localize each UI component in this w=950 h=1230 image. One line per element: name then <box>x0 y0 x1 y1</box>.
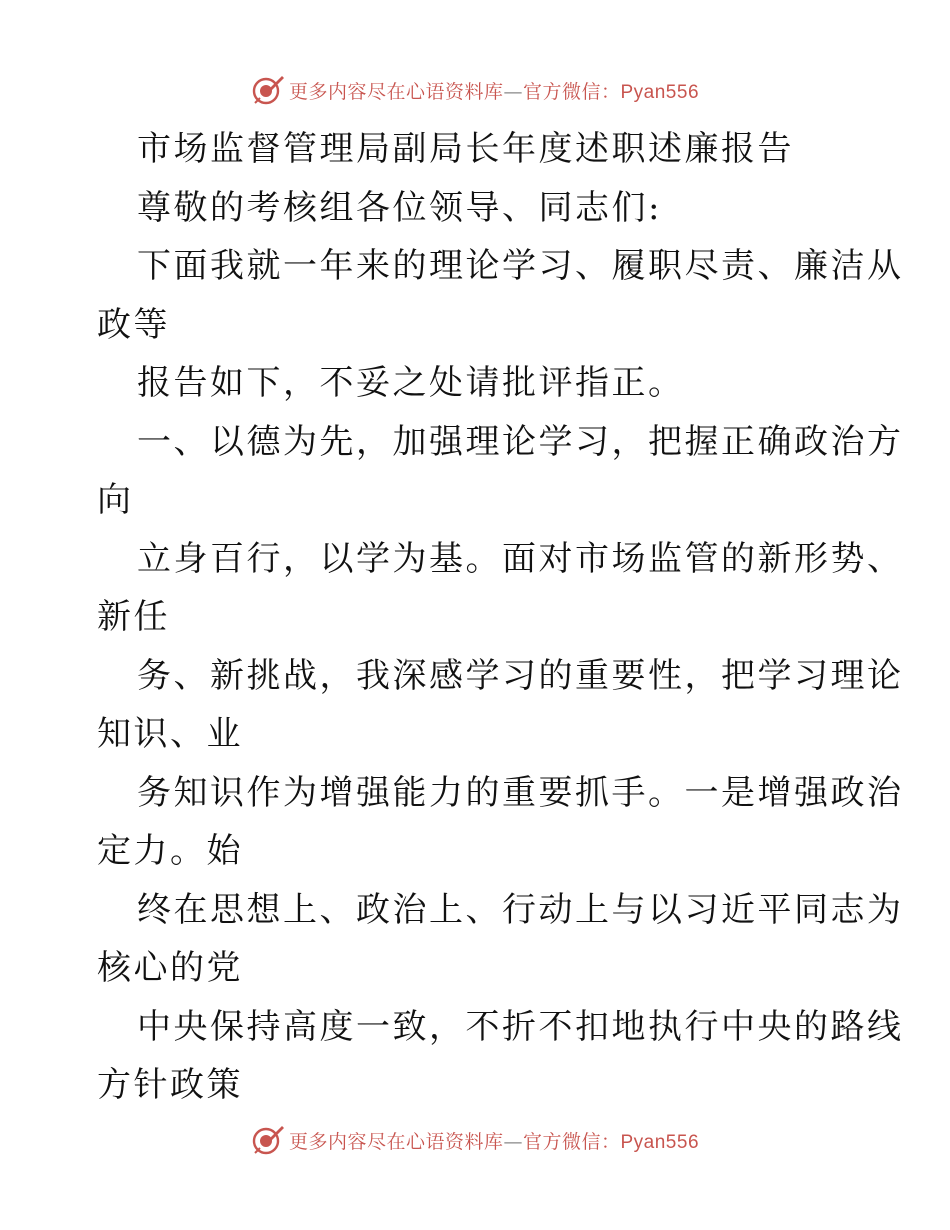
paragraph-line: 立身百行，以学为基。面对市场监管的新形势、 <box>137 538 904 579</box>
watermark-text: 更多内容尽在心语资料库—官方微信：Pyan556 <box>288 80 700 103</box>
paragraph-line: 报告如下，不妥之处请批评指正。 <box>137 363 685 403</box>
paragraph-line: 定力。始 <box>97 831 243 871</box>
paragraph-line: 核心的党 <box>97 948 243 988</box>
paragraph-line: 知识、业 <box>97 714 243 754</box>
section-heading: 向 <box>97 480 134 520</box>
watermark-banner-top <box>0 70 950 110</box>
paragraph-line: 下面我就一年来的理论学习、履职尽责、廉洁从 <box>137 246 904 286</box>
pen-logo-icon <box>251 73 285 107</box>
document-title: 市场监督管理局副局长年度述职述廉报告 <box>137 129 794 169</box>
paragraph-line: 新任 <box>97 597 170 637</box>
pen-logo-icon <box>251 1123 285 1157</box>
paragraph-line: 务知识作为增强能力的重要抓手。一是增强政治 <box>137 772 904 813</box>
paragraph-line: 中央保持高度一致，不折不扣地执行中央的路线 <box>137 1006 904 1047</box>
salutation: 尊敬的考核组各位领导、同志们: <box>137 187 662 228</box>
paragraph-line: 方针政策 <box>97 1065 243 1105</box>
document-body <box>97 120 904 1115</box>
paragraph-line: 务、新挑战，我深感学习的重要性，把学习理论 <box>137 655 904 696</box>
watermark-banner-bottom <box>0 1120 950 1160</box>
paragraph-line: 终在思想上、政治上、行动上与以习近平同志为 <box>137 889 904 930</box>
watermark-text: 更多内容尽在心语资料库—官方微信：Pyan556 <box>288 1130 700 1153</box>
section-heading: 一、以德为先，加强理论学习，把握正确政治方 <box>137 421 904 462</box>
paragraph-line: 政等 <box>97 304 170 345</box>
